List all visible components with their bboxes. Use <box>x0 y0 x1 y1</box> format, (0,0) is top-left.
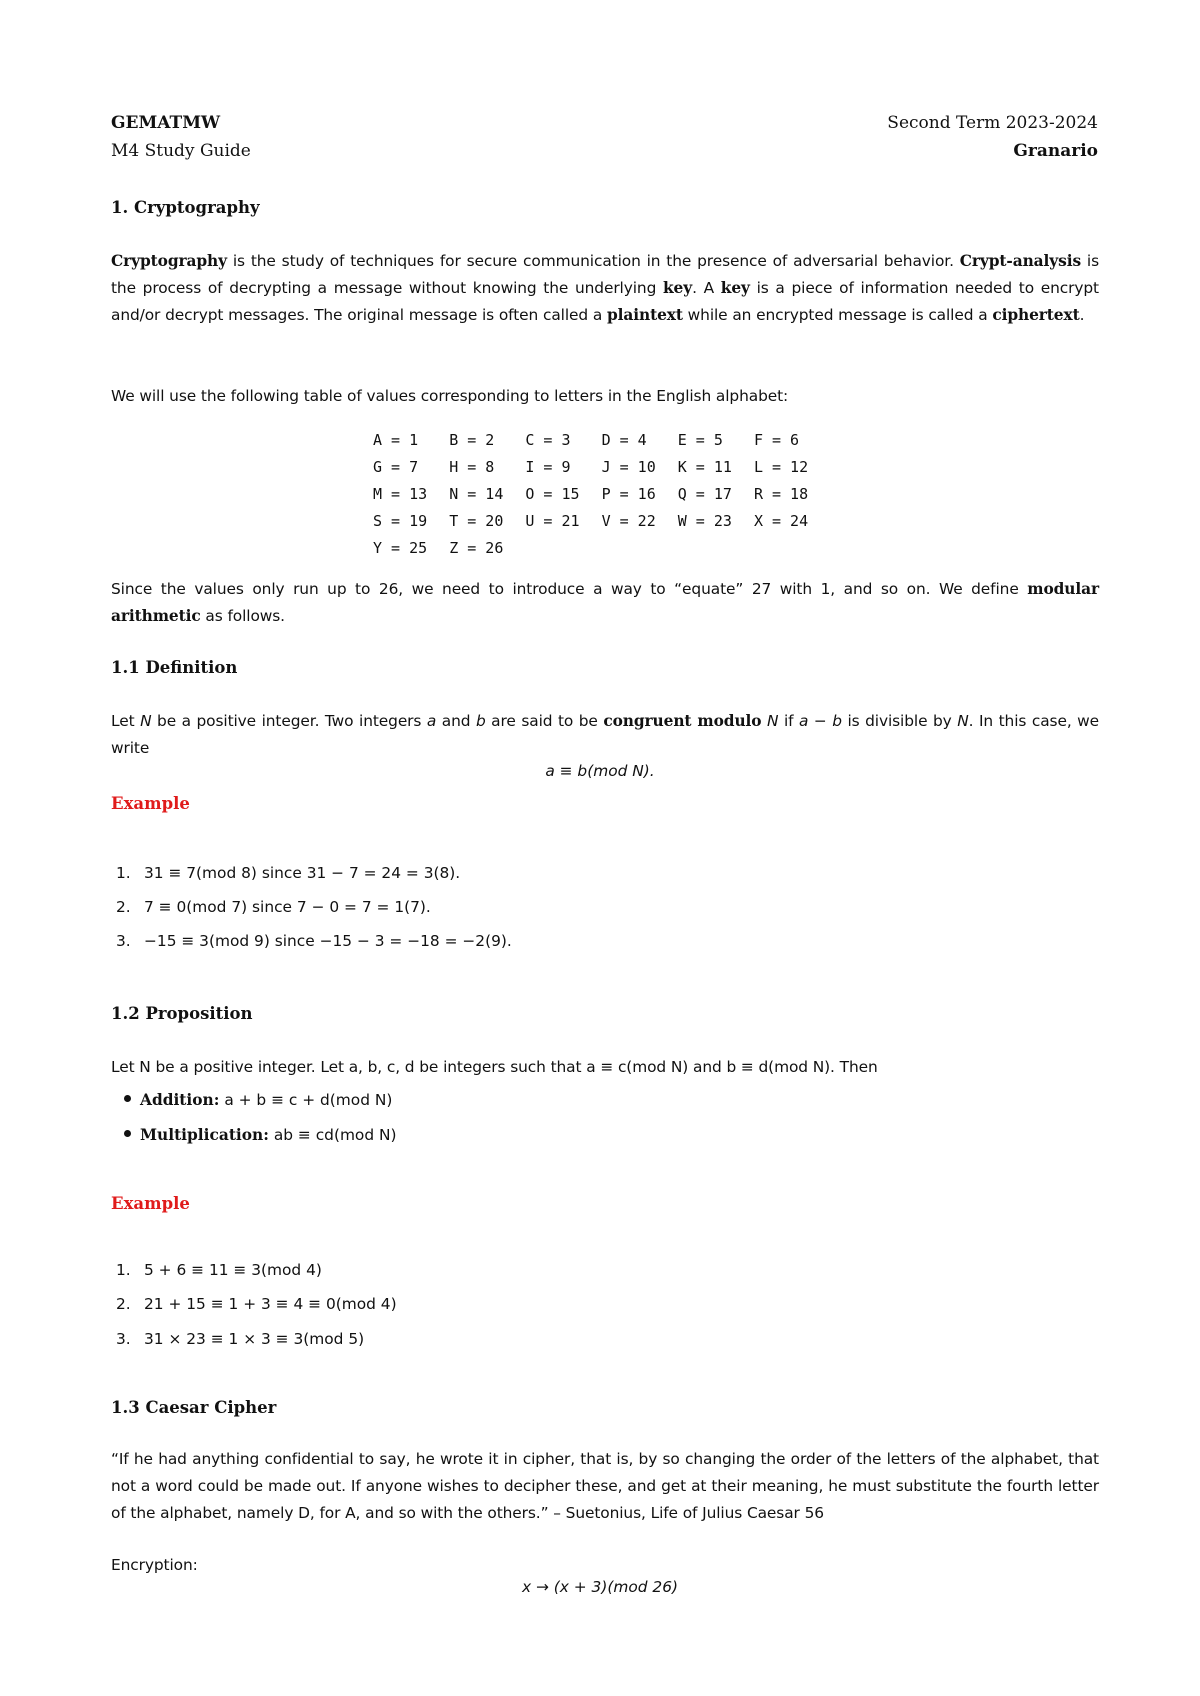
term-key: key <box>662 279 693 297</box>
table-cell: B = 2 <box>449 430 495 449</box>
definition-title: 1.1 Definition <box>111 658 238 677</box>
table-cell: Q = 17 <box>677 484 732 503</box>
encryption-label: Encryption: <box>111 1556 198 1574</box>
term-key-2: key <box>720 279 750 297</box>
list-item: 2. 21 + 15 ≡ 1 + 3 ≡ 4 ≡ 0(mod 4) <box>116 1295 397 1313</box>
table-row <box>365 507 822 534</box>
table-row <box>365 480 822 507</box>
author-label: Granario <box>1013 141 1098 161</box>
caesar-title: 1.3 Caesar Cipher <box>111 1398 277 1417</box>
table-cell <box>746 534 822 561</box>
table-row <box>365 453 822 480</box>
table-intro: We will use the following table of values corresponding to letters in the English alphabet: <box>111 387 789 405</box>
list-item: 3. −15 ≡ 3(mod 9) since −15 − 3 = −18 = −2(9). <box>116 932 512 950</box>
bullet-icon <box>124 1130 131 1137</box>
intro-paragraph: Cryptography is the study of techniques for secure communication in the presence of adversarial behavior. Crypt-analysis is the process of decrypting a message without knowing the underlying key. A key is a piece of information needed to encrypt and/or decrypt messages. The original message is often called a plaintext while an encrypted message is called a ciphertext. <box>111 252 1099 324</box>
table-cell: Y = 25 <box>373 538 428 557</box>
table-cell <box>670 534 746 561</box>
alphabet-table <box>365 426 822 561</box>
table-cell: P = 16 <box>601 484 656 503</box>
table-cell: L = 12 <box>753 457 809 476</box>
table-cell: Z = 26 <box>449 538 504 557</box>
modular-paragraph: Since the values only run up to 26, we need to introduce a way to “equate” 27 with 1, and so on. We define modular arithmetic as follows. <box>111 580 1099 625</box>
table-cell: A = 1 <box>373 430 419 449</box>
term-plaintext: plaintext <box>606 306 683 324</box>
table-cell: T = 20 <box>449 511 504 530</box>
term-ciphertext: ciphertext <box>992 306 1080 324</box>
table-row <box>365 426 822 453</box>
list-item: Multiplication: ab ≡ cd(mod N) <box>124 1126 397 1144</box>
list-item: 3. 31 × 23 ≡ 1 × 3 ≡ 3(mod 5) <box>116 1330 365 1348</box>
term-modular-arithmetic: modular arithmetic <box>111 580 1099 625</box>
list-item: 1. 5 + 6 ≡ 11 ≡ 3(mod 4) <box>116 1261 322 1279</box>
table-cell <box>517 534 593 561</box>
proposition-statement: Let N be a positive integer. Let a, b, c, d be integers such that a ≡ c(mod N) and b ≡ d(mod N). Then <box>111 1058 878 1076</box>
bullet-icon <box>124 1095 131 1102</box>
table-cell: J = 10 <box>601 457 656 476</box>
table-cell: X = 24 <box>753 511 809 530</box>
guide-title: M4 Study Guide <box>111 141 251 161</box>
encryption-formula: x → (x + 3)(mod 26) <box>521 1578 679 1596</box>
term-cryptography: Cryptography <box>111 252 227 270</box>
table-cell: M = 13 <box>373 484 428 503</box>
table-cell: R = 18 <box>753 484 809 503</box>
example-label-1: Example <box>111 794 190 813</box>
table-cell: F = 6 <box>753 430 800 449</box>
table-cell: C = 3 <box>525 430 571 449</box>
course-code: GEMATMW <box>111 113 221 133</box>
list-item: 1. 31 ≡ 7(mod 8) since 31 − 7 = 24 = 3(8). <box>116 864 461 882</box>
table-cell: K = 11 <box>677 457 732 476</box>
table-cell: U = 21 <box>525 511 580 530</box>
list-item: Addition: a + b ≡ c + d(mod N) <box>124 1091 392 1109</box>
table-cell: O = 15 <box>525 484 580 503</box>
term-congruent-modulo: congruent modulo <box>603 712 762 730</box>
table-cell <box>594 534 670 561</box>
list-item: 2. 7 ≡ 0(mod 7) since 7 − 0 = 7 = 1(7). <box>116 898 431 916</box>
table-cell: W = 23 <box>677 511 732 530</box>
caesar-quote: “If he had anything confidential to say, he wrote it in cipher, that is, by so changing the order of the letters of the alphabet, that not a word could be made out. If anyone wishes to decipher these, and get at their meaning, he must substitute the fourth letter of the alphabet, namely D, for A, and so with the others.” – Suetonius, Life of Julius Caesar 56 <box>111 1450 1099 1522</box>
table-cell: V = 22 <box>601 511 656 530</box>
table-cell: G = 7 <box>373 457 419 476</box>
example-label-2: Example <box>111 1194 190 1213</box>
proposition-title: 1.2 Proposition <box>111 1004 253 1023</box>
congruence-display: a ≡ b(mod N). <box>545 762 655 780</box>
term-label: Second Term 2023-2024 <box>887 113 1098 133</box>
table-cell: H = 8 <box>449 457 495 476</box>
table-cell: S = 19 <box>373 511 428 530</box>
term-cryptanalysis: Crypt-analysis <box>959 252 1082 270</box>
table-row <box>365 534 822 561</box>
section-title-cryptography: 1. Cryptography <box>111 198 260 217</box>
table-cell: E = 5 <box>677 430 723 449</box>
table-cell: D = 4 <box>601 430 647 449</box>
table-cell: N = 14 <box>449 484 504 503</box>
definition-paragraph: Let N be a positive integer. Two integers a and b are said to be congruent modulo N if a − b is divisible by N. In this case, we write <box>111 712 1100 757</box>
table-cell: I = 9 <box>525 457 571 476</box>
